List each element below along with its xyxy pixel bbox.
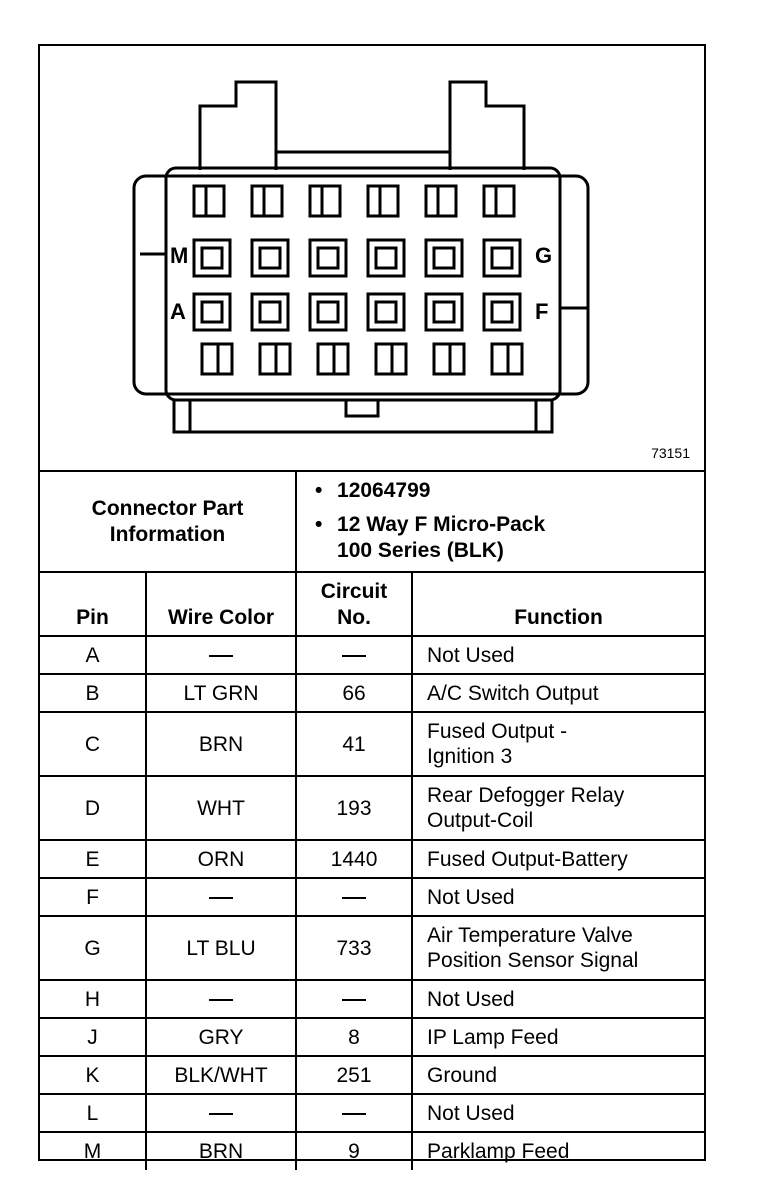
figure-number: 73151 bbox=[651, 445, 690, 461]
terminal-cavity-r2-3 bbox=[310, 294, 346, 330]
cell-function: Parklamp Feed bbox=[412, 1132, 704, 1170]
cell-circuit-no: 41 bbox=[296, 712, 412, 776]
cell-circuit-no: 251 bbox=[296, 1056, 412, 1094]
table-row bbox=[40, 980, 704, 1018]
cell-wire-color bbox=[146, 636, 296, 674]
part-description-line bbox=[315, 512, 704, 538]
pin-label-a: A bbox=[170, 299, 186, 324]
cell-function: IP Lamp Feed bbox=[412, 1018, 704, 1056]
terminal-cavity-r2-6 bbox=[484, 294, 520, 330]
part-info-values bbox=[296, 472, 704, 572]
cell-function: Not Used bbox=[412, 878, 704, 916]
cell-circuit-no: 66 bbox=[296, 674, 412, 712]
cell-function: Not Used bbox=[412, 636, 704, 674]
terminal-cavity-r1-1 bbox=[194, 240, 230, 276]
cell-wire-color: BLK/WHT bbox=[146, 1056, 296, 1094]
part-number-line bbox=[315, 478, 704, 504]
cell-pin: E bbox=[40, 840, 146, 878]
cell-wire-color bbox=[146, 980, 296, 1018]
pin-label-g: G bbox=[535, 243, 553, 268]
cell-circuit-no bbox=[296, 980, 412, 1018]
cavity-top-2 bbox=[252, 186, 282, 216]
cell-wire-color: BRN bbox=[146, 1132, 296, 1170]
pin-label-m: M bbox=[170, 243, 189, 268]
cell-pin: K bbox=[40, 1056, 146, 1094]
cavity-top-4 bbox=[368, 186, 398, 216]
cell-wire-color: LT GRN bbox=[146, 674, 296, 712]
cavity-top-1 bbox=[194, 186, 224, 216]
empty-dash bbox=[342, 999, 366, 1001]
table-row bbox=[40, 878, 704, 916]
terminal-cavity-r1-4 bbox=[368, 240, 404, 276]
pinout-table bbox=[40, 472, 704, 1170]
empty-dash bbox=[209, 897, 233, 899]
col-header-circuit-no: Circuit No. bbox=[296, 572, 412, 636]
table-row bbox=[40, 712, 704, 776]
table-row bbox=[40, 674, 704, 712]
terminal-cavity-r1-6 bbox=[484, 240, 520, 276]
empty-dash bbox=[342, 897, 366, 899]
cell-circuit-no: 1440 bbox=[296, 840, 412, 878]
cell-wire-color bbox=[146, 878, 296, 916]
empty-dash bbox=[342, 655, 366, 657]
cell-pin: G bbox=[40, 916, 146, 980]
bullet-icon: • bbox=[315, 479, 323, 502]
empty-dash bbox=[209, 999, 233, 1001]
terminal-cavity-r1-3 bbox=[310, 240, 346, 276]
cavity-bottom-5 bbox=[434, 344, 464, 374]
cell-circuit-no: 733 bbox=[296, 916, 412, 980]
pin-label-f: F bbox=[535, 299, 549, 324]
cell-function: Not Used bbox=[412, 1094, 704, 1132]
cell-function: Fused Output-Battery bbox=[412, 840, 704, 878]
terminal-cavity-r2-1 bbox=[194, 294, 230, 330]
cell-function: Fused Output - Ignition 3 bbox=[412, 712, 704, 776]
part-number: 12064799 bbox=[337, 479, 431, 502]
cell-pin: H bbox=[40, 980, 146, 1018]
cell-circuit-no bbox=[296, 1094, 412, 1132]
cell-function: Air Temperature Valve Position Sensor Signal bbox=[412, 916, 704, 980]
part-description-2: 100 Series (BLK) bbox=[337, 539, 504, 562]
cavity-bottom-6 bbox=[492, 344, 522, 374]
empty-dash bbox=[342, 1113, 366, 1115]
cell-pin: B bbox=[40, 674, 146, 712]
cell-function: Rear Defogger Relay Output-Coil bbox=[412, 776, 704, 840]
connector-face-diagram bbox=[40, 46, 704, 470]
table-row bbox=[40, 840, 704, 878]
column-header-row bbox=[40, 572, 704, 636]
part-info-row bbox=[40, 472, 704, 572]
part-info-label: Connector Part Information bbox=[40, 472, 296, 572]
empty-dash bbox=[209, 655, 233, 657]
cell-wire-color: LT BLU bbox=[146, 916, 296, 980]
table-row bbox=[40, 776, 704, 840]
col-header-pin: Pin bbox=[40, 572, 146, 636]
col-header-wire-color: Wire Color bbox=[146, 572, 296, 636]
cell-wire-color: WHT bbox=[146, 776, 296, 840]
cavity-top-6 bbox=[484, 186, 514, 216]
cell-pin: D bbox=[40, 776, 146, 840]
cell-pin: F bbox=[40, 878, 146, 916]
cell-wire-color: ORN bbox=[146, 840, 296, 878]
cell-function: Ground bbox=[412, 1056, 704, 1094]
pin-rows bbox=[40, 636, 704, 1170]
table-row bbox=[40, 636, 704, 674]
bullet-icon: • bbox=[315, 513, 323, 536]
cell-circuit-no: 9 bbox=[296, 1132, 412, 1170]
terminal-cavity-r2-5 bbox=[426, 294, 462, 330]
cavity-bottom-1 bbox=[202, 344, 232, 374]
cell-circuit-no: 8 bbox=[296, 1018, 412, 1056]
table-row bbox=[40, 1132, 704, 1170]
cell-pin: M bbox=[40, 1132, 146, 1170]
empty-dash bbox=[209, 1113, 233, 1115]
cell-circuit-no bbox=[296, 636, 412, 674]
terminal-cavity-r2-2 bbox=[252, 294, 288, 330]
cell-function: A/C Switch Output bbox=[412, 674, 704, 712]
cell-wire-color bbox=[146, 1094, 296, 1132]
cell-wire-color: BRN bbox=[146, 712, 296, 776]
table-row bbox=[40, 1056, 704, 1094]
table-row bbox=[40, 1094, 704, 1132]
cavity-top-5 bbox=[426, 186, 456, 216]
table-row bbox=[40, 1018, 704, 1056]
cavity-bottom-2 bbox=[260, 344, 290, 374]
terminal-cavity-r1-2 bbox=[252, 240, 288, 276]
cell-wire-color: GRY bbox=[146, 1018, 296, 1056]
col-header-function: Function bbox=[412, 572, 704, 636]
connector-drawing-area bbox=[40, 46, 704, 472]
cell-function: Not Used bbox=[412, 980, 704, 1018]
cell-pin: J bbox=[40, 1018, 146, 1056]
cell-pin: C bbox=[40, 712, 146, 776]
terminal-cavity-r2-4 bbox=[368, 294, 404, 330]
cell-circuit-no: 193 bbox=[296, 776, 412, 840]
part-description-1: 12 Way F Micro-Pack bbox=[337, 513, 546, 536]
cavity-bottom-3 bbox=[318, 344, 348, 374]
cell-pin: L bbox=[40, 1094, 146, 1132]
table-row bbox=[40, 916, 704, 980]
cavity-bottom-4 bbox=[376, 344, 406, 374]
cell-circuit-no bbox=[296, 878, 412, 916]
cell-pin: A bbox=[40, 636, 146, 674]
connector-sheet bbox=[38, 44, 706, 1161]
terminal-cavity-r1-5 bbox=[426, 240, 462, 276]
cavity-top-3 bbox=[310, 186, 340, 216]
